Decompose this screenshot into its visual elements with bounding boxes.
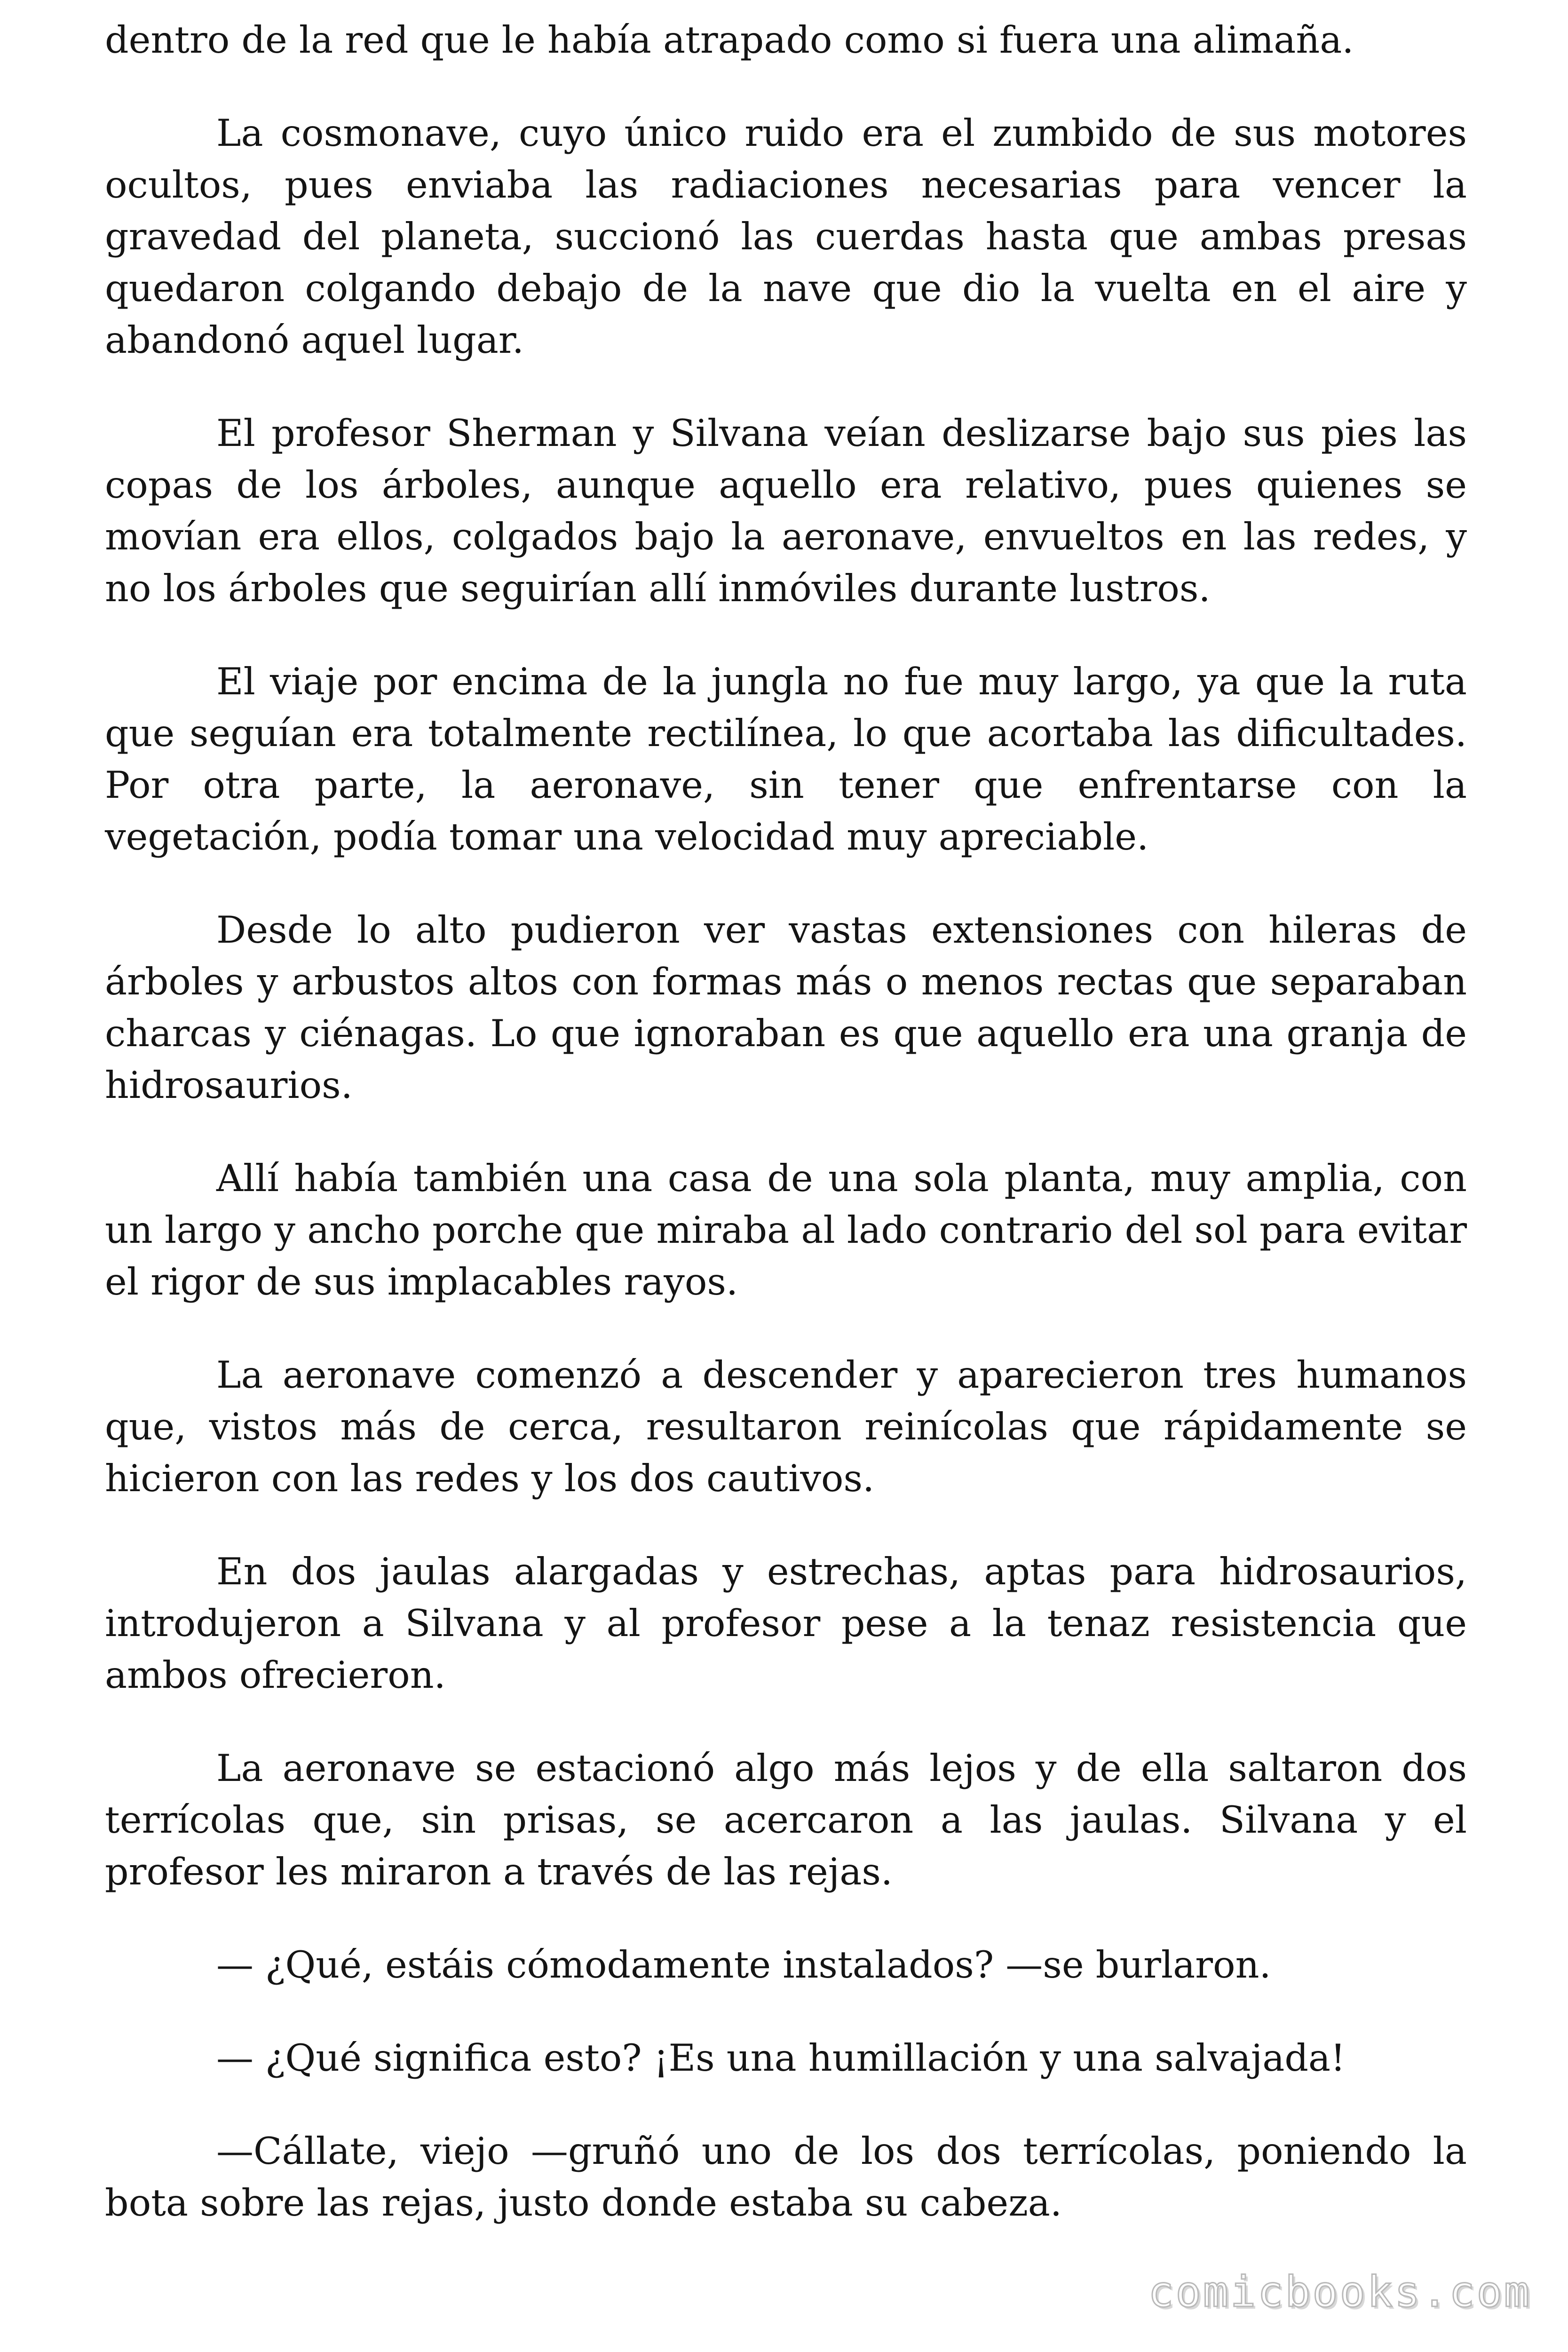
watermark: comicbooks.com — [1148, 2267, 1531, 2317]
paragraph: La aeronave comenzó a descender y aparecieron tres humanos que, vistos más de cerca, resultaron reinícolas que rápidamente se hicieron con las redes y los dos cautivos. — [105, 1353, 1467, 1500]
dialogue-line: —Cállate, viejo —gruñó uno de los dos terrícolas, poniendo la bota sobre las rejas, justo donde estaba su cabeza. — [105, 2130, 1467, 2225]
paragraph: El viaje por encima de la jungla no fue muy largo, ya que la ruta que seguían era totalmente rectilínea, lo que acortaba las dificultades. Por otra parte, la aeronave, sin tener que enfrentarse con la vegetación, podía tomar una velocidad muy apreciable. — [105, 660, 1467, 858]
paragraph: Allí había también una casa de una sola planta, muy amplia, con un largo y ancho porche que miraba al lado contrario del sol para evitar el rigor de sus implacables rayos. — [105, 1157, 1467, 1303]
page-text — [105, 14, 1467, 2270]
dialogue-line: — ¿Qué, estáis cómodamente instalados? —se burlaron. — [216, 1943, 1271, 1986]
paragraph-continuation: dentro de la red que le había atrapado como si fuera una alimaña. — [105, 18, 1354, 62]
paragraph: El profesor Sherman y Silvana veían deslizarse bajo sus pies las copas de los árboles, aunque aquello era relativo, pues quienes se movían era ellos, colgados bajo la aeronave, envueltos en las redes, y no los árboles que seguirían allí inmóviles durante lustros. — [105, 412, 1467, 610]
dialogue-line: — ¿Qué significa esto? ¡Es una humillación y una salvajada! — [216, 2036, 1346, 2080]
paragraph: La cosmonave, cuyo único ruido era el zumbido de sus motores ocultos, pues enviaba las radiaciones necesarias para vencer la gravedad del planeta, succionó las cuerdas hasta que ambas presas quedaron colgando debajo de la nave que dio la vuelta en el aire y abandonó aquel lugar. — [105, 111, 1467, 362]
paragraph: La aeronave se estacionó algo más lejos y de ella saltaron dos terrícolas que, sin prisas, se acercaron a las jaulas. Silvana y el profesor les miraron a través de las rejas. — [105, 1747, 1467, 1893]
paragraph: En dos jaulas alargadas y estrechas, aptas para hidrosaurios, introdujeron a Silvana y al profesor pese a la tenaz resistencia que ambos ofrecieron. — [105, 1550, 1467, 1697]
paragraph: Desde lo alto pudieron ver vastas extensiones con hileras de árboles y arbustos altos con formas más o menos rectas que separaban charcas y ciénagas. Lo que ignoraban es que aquello era una granja de hidrosaurios. — [105, 908, 1467, 1107]
